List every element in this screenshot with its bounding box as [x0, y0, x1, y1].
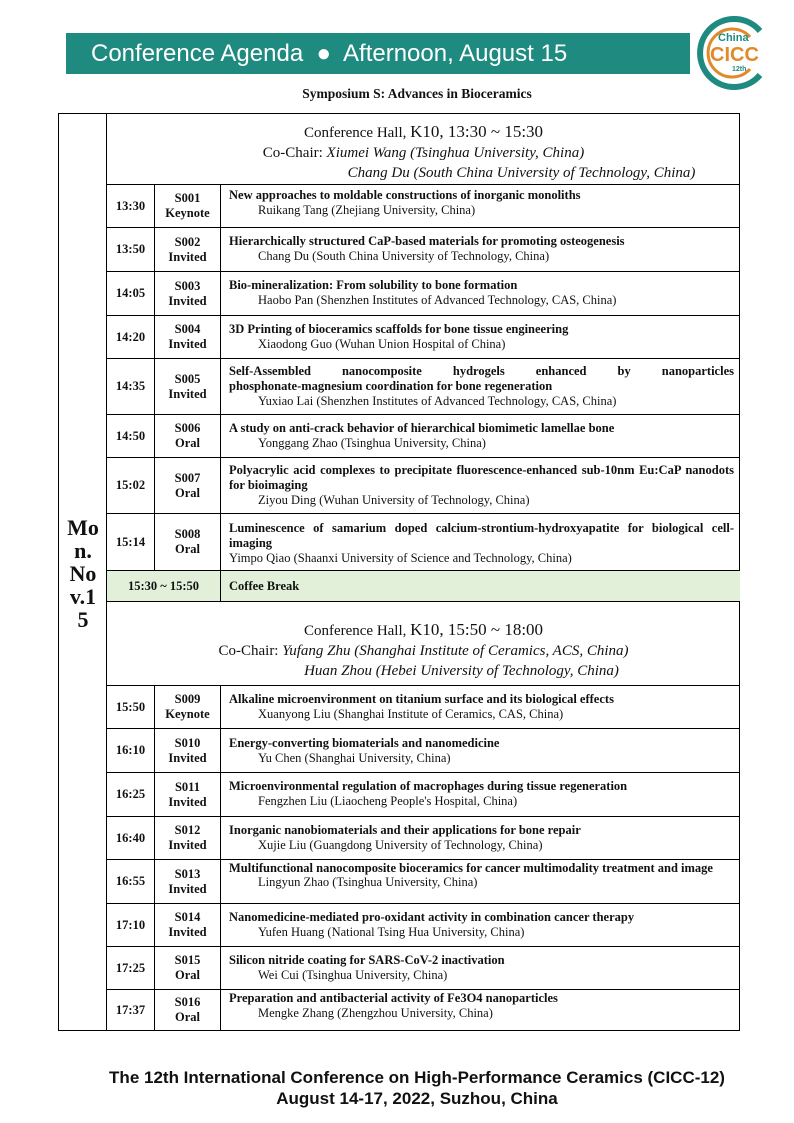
- talk-row: 16:40 S012 Invited Inorganic nanobiomaterials and their applications for bone repair Xujie Liu (Guangdong University of Technology, China): [107, 817, 740, 860]
- talk-row: 15:02 S007 Oral Polyacrylic acid complexes to precipitate fluorescence-enhanced sub-10nm Eu:CaP nanodots for bioimaging Ziyou Ding (Wuhan University of Technology, China): [107, 458, 740, 514]
- footer-date-place: August 14-17, 2022, Suzhou, China: [276, 1089, 558, 1108]
- talk-row: 15:14 S008 Oral Luminescence of samarium doped calcium-strontium-hydroxyapatite for biological cell-imaging Yimpo Qiao (Shaanxi University of Science and Technology, China): [107, 514, 740, 571]
- banner-title: Conference Agenda ● Afternoon, August 15: [91, 40, 568, 67]
- session-header-1: [107, 114, 740, 185]
- talk-row: 16:55 S013 Invited Multifunctional nanocomposite bioceramics for cancer multimodality treatment and image Lingyun Zhao (Tsinghua University, China): [107, 860, 740, 904]
- talk-row: 13:30 S001 Keynote New approaches to moldable constructions of inorganic monoliths Ruikang Tang (Zhejiang University, China): [107, 185, 740, 228]
- page-footer: [0, 1067, 794, 1109]
- talk-row: 13:50 S002 Invited Hierarchically structured CaP-based materials for promoting osteogenesis Chang Du (South China University of Technology, China): [107, 228, 740, 272]
- symposium-title: Symposium S: Advances in Bioceramics: [302, 86, 532, 101]
- coffee-break-label: Coffee Break: [229, 578, 300, 593]
- talk-row: 14:05 S003 Invited Bio-mineralization: From solubility to bone formation Haobo Pan (Shenzhen Institutes of Advanced Technology, CAS, China): [107, 272, 740, 316]
- session-cochair: Co-Chair: Xiumei Wang (Tsinghua University, China): [262, 145, 585, 161]
- logo-main-text: CICC: [710, 44, 759, 66]
- agenda-table: [58, 113, 740, 1031]
- page-banner: [66, 33, 690, 74]
- day-label: Mon. Nov.15: [67, 515, 99, 632]
- talk-row: 14:50 S006 Oral A study on anti-crack behavior of hierarchical biomimetic lamellae bone Yonggang Zhao (Tsinghua University, China): [107, 415, 740, 458]
- day-cell: [59, 114, 107, 1030]
- talk-row: 14:20 S004 Invited 3D Printing of bioceramics scaffolds for bone tissue engineering Xiaodong Guo (Wuhan Union Hospital of China): [107, 316, 740, 359]
- talk-row: 17:10 S014 Invited Nanomedicine-mediated pro-oxidant activity in combination cancer therapy Yufen Huang (National Tsing Hua University, China): [107, 904, 740, 947]
- talk-row: 17:25 S015 Oral Silicon nitride coating for SARS-CoV-2 inactivation Wei Cui (Tsinghua University, China): [107, 947, 740, 990]
- coffee-break-time: 15:30 ~ 15:50: [107, 571, 221, 601]
- session-header-2: [107, 602, 740, 686]
- logo-sub-text: 12th: [732, 66, 747, 73]
- cicc-logo-icon: [692, 13, 772, 93]
- session-cochair: Co-Chair: Yufang Zhu (Shanghai Institute of Ceramics, ACS, China): [218, 643, 629, 659]
- session-hall: Conference Hall, K10, 13:30 ~ 15:30: [303, 122, 544, 141]
- logo-top-text: China: [718, 32, 749, 44]
- session-cochair-2: Huan Zhou (Hebei University of Technology, China): [304, 663, 619, 679]
- session-hall: Conference Hall, K10, 15:50 ~ 18:00: [303, 620, 544, 639]
- footer-conference: The 12th International Conference on High-Performance Ceramics (CICC-12): [109, 1068, 725, 1087]
- session-cochair-2: Chang Du (South China University of Technology, China): [347, 165, 696, 181]
- talk-row: 16:10 S010 Invited Energy-converting biomaterials and nanomedicine Yu Chen (Shanghai University, China): [107, 729, 740, 773]
- talk-row: 17:37 S016 Oral Preparation and antibacterial activity of Fe3O4 nanoparticles Mengke Zhang (Zhengzhou University, China): [107, 990, 740, 1030]
- talk-row: 16:25 S011 Invited Microenvironmental regulation of macrophages during tissue regeneration Fengzhen Liu (Liaocheng People's Hospital, China): [107, 773, 740, 817]
- coffee-break-row: [107, 571, 740, 602]
- talk-row: 14:35 S005 Invited Self-Assembled nanocomposite hydrogels enhanced by nanoparticles phosphonate-magnesium coordination for bone regeneration Yuxiao Lai (Shenzhen Institutes of Advanced Technology, CAS, China): [107, 359, 740, 415]
- talk-row: 15:50 S009 Keynote Alkaline microenvironment on titanium surface and its biological effects Xuanyong Liu (Shanghai Institute of Ceramics, CAS, China): [107, 686, 740, 729]
